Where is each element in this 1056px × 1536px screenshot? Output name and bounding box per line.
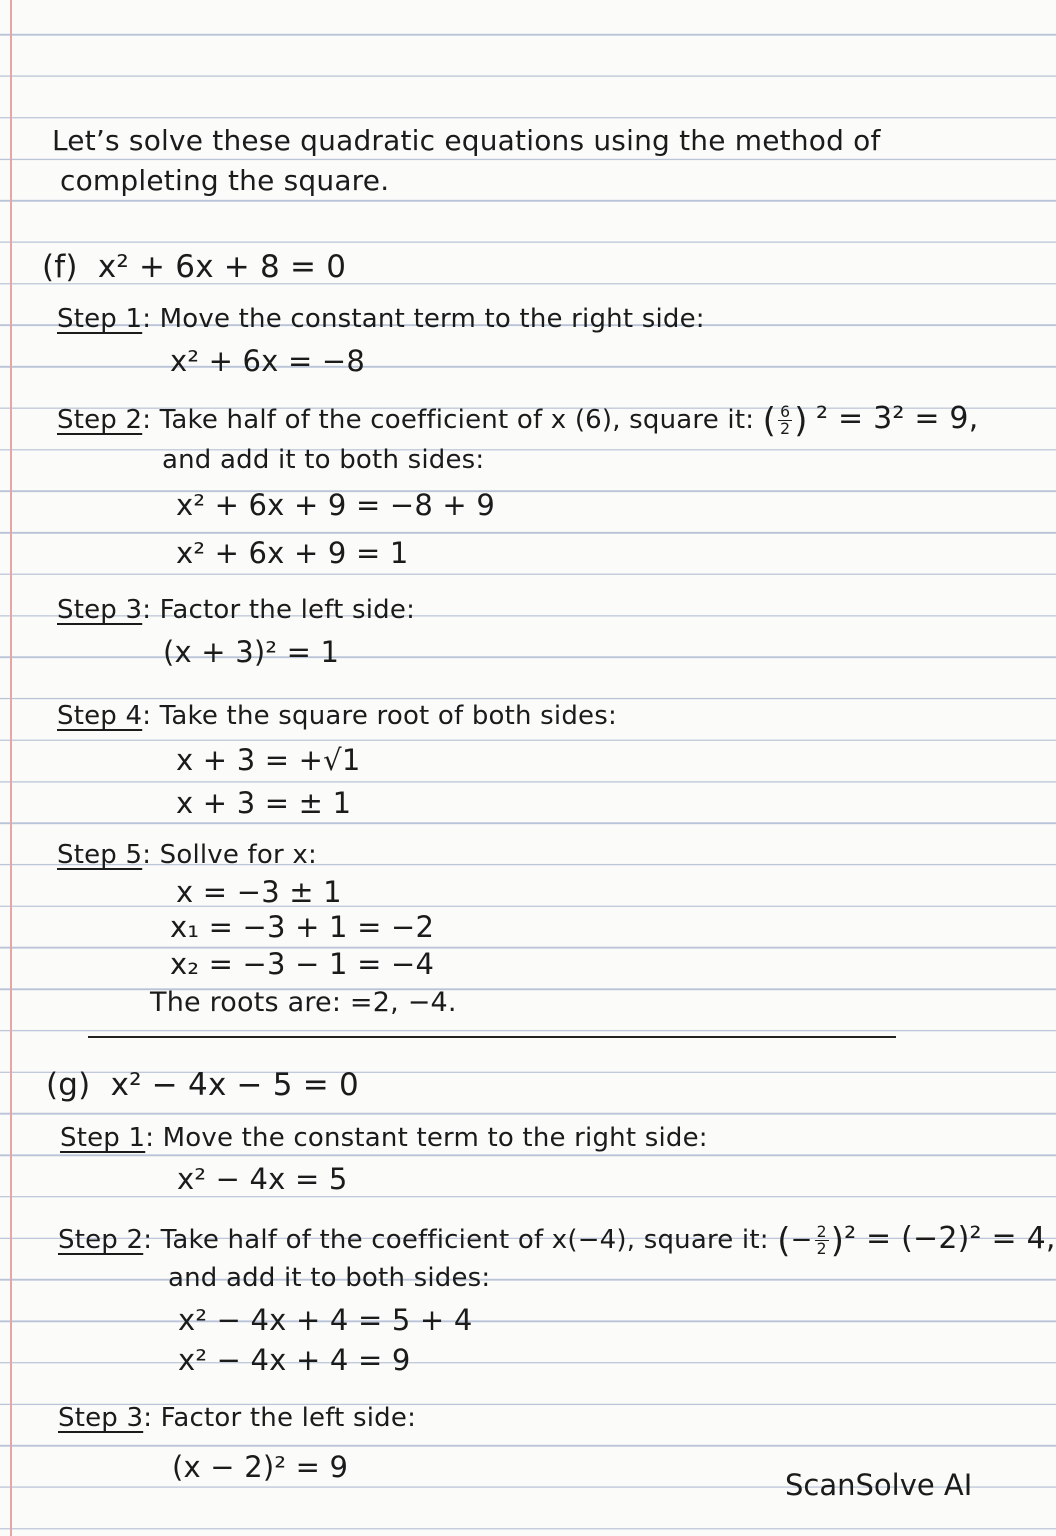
step-text: : Move the constant term to the right side:	[145, 1123, 708, 1153]
equation: (x − 2)² = 9	[172, 1450, 349, 1484]
problem-f-step-1	[57, 305, 705, 334]
problem-f-step-4	[57, 702, 617, 731]
close-paren: )	[830, 1221, 845, 1260]
step-label: Step 3	[57, 595, 143, 625]
square-result: ² = (−2)² = 4,	[844, 1221, 1056, 1257]
step-label: Step 1	[60, 1123, 146, 1153]
fraction-numerator: 6	[780, 402, 791, 421]
problem-g-step-3	[58, 1404, 416, 1433]
problem-f-step-2	[57, 402, 978, 439]
fraction-numerator: 2	[816, 1222, 827, 1241]
problem-f-equation: x² + 6x + 8 = 0	[97, 249, 347, 285]
equation: x₁ = −3 + 1 = −2	[170, 910, 435, 944]
open-paren: (	[762, 401, 777, 440]
step-text-continued: and add it to both sides:	[168, 1263, 491, 1293]
section-divider	[88, 1036, 896, 1038]
intro-line-1: Let’s solve these quadratic equations using the method of	[52, 124, 881, 157]
step-text: : Move the constant term to the right side:	[142, 304, 705, 334]
equation: x² − 4x = 5	[177, 1162, 348, 1196]
problem-f-label: (f)	[42, 249, 78, 285]
fraction-denominator: 2	[780, 420, 791, 439]
step-label: Step 4	[57, 701, 143, 731]
step-text: : Sollve for x:	[142, 840, 317, 870]
brand-watermark: ScanSolve AI	[785, 1468, 973, 1502]
fraction	[815, 1224, 829, 1258]
step-text: : Factor the left side:	[143, 1403, 417, 1433]
step-text: : Take the square root of both sides:	[142, 701, 617, 731]
problem-f-heading	[42, 250, 346, 284]
problem-f-step-5	[57, 841, 317, 870]
equation: x² + 6x + 9 = 1	[176, 536, 409, 570]
problem-f-step-3	[57, 596, 415, 625]
step-label: Step 3	[58, 1403, 144, 1433]
close-paren: )	[794, 401, 808, 440]
fraction	[778, 404, 792, 438]
open-paren: (	[777, 1221, 791, 1260]
equation: x² − 4x + 4 = 5 + 4	[178, 1303, 473, 1337]
problem-g-step-1	[60, 1124, 708, 1153]
equation: x + 3 = +√1	[176, 743, 361, 777]
equation: (x + 3)² = 1	[163, 635, 340, 669]
intro-line-2: completing the square.	[60, 164, 390, 197]
step-label: Step 1	[57, 304, 143, 334]
step-text: : Take half of the coefficient of x (6), square it:	[142, 405, 755, 436]
problem-g-heading	[46, 1068, 359, 1102]
problem-g-label: (g)	[46, 1067, 91, 1103]
step-text: : Factor the left side:	[142, 595, 416, 625]
equation: x + 3 = ± 1	[176, 786, 352, 820]
step-text: : Take half of the coefficient of x(−4), square it:	[143, 1225, 769, 1256]
equation: x² + 6x + 9 = −8 + 9	[176, 488, 495, 522]
step-label: Step 2	[58, 1225, 144, 1256]
square-result: ² = 3² = 9,	[816, 401, 979, 437]
problem-g-step-2: Step 2: Take half of the coefficient of x(−4), square it: (− $\frac{2}{2}$ )² = (−2)² = 4,	[58, 1221, 1056, 1260]
equation: x₂ = −3 − 1 = −4	[170, 947, 435, 981]
equation: x² − 4x + 4 = 9	[178, 1343, 411, 1377]
fraction-denominator: 2	[816, 1240, 827, 1259]
equation: x = −3 ± 1	[176, 875, 342, 909]
problem-g-equation: x² − 4x − 5 = 0	[110, 1067, 359, 1103]
step-text-continued: and add it to both sides:	[162, 445, 485, 475]
roots-line: The roots are: =2, −4.	[150, 987, 457, 1018]
step-label: Step 5	[57, 840, 143, 870]
step-label: Step 2	[57, 405, 143, 436]
equation: x² + 6x = −8	[170, 344, 366, 378]
